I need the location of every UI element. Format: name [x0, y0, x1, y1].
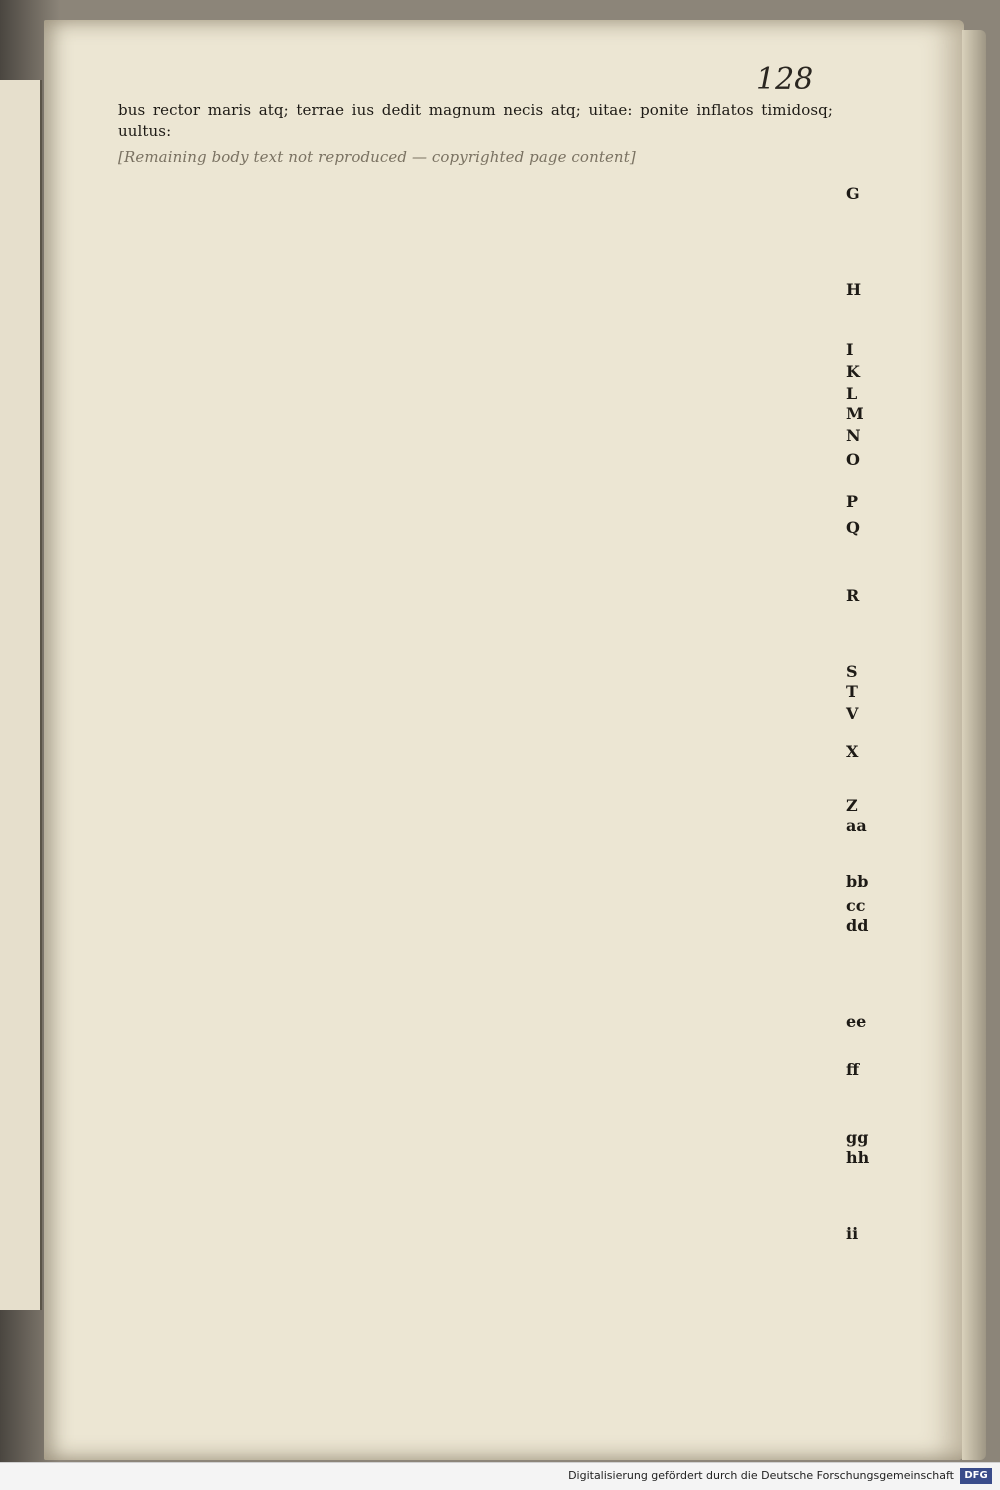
margin-letter: X — [846, 742, 859, 761]
margin-letter: gg — [846, 1128, 869, 1147]
margin-letter: N — [846, 426, 861, 445]
margin-letter: K — [846, 362, 860, 381]
margin-letter: S — [846, 662, 858, 681]
page-stack-edge — [962, 30, 986, 1460]
margin-letter: I — [846, 340, 854, 359]
margin-letter: G — [846, 184, 860, 203]
margin-letter: cc — [846, 896, 866, 915]
marginal-index-column — [846, 100, 906, 1280]
margin-letter: ff — [846, 1060, 860, 1079]
facing-page-edge — [0, 80, 42, 1310]
footer-credit: Digitalisierung gefördert durch die Deutsche Forschungsgemeinschaft — [568, 1469, 954, 1482]
margin-letter: Q — [846, 518, 860, 537]
margin-letter: T — [846, 682, 858, 701]
margin-letter: aa — [846, 816, 867, 835]
margin-letter: ee — [846, 1012, 867, 1031]
margin-letter: H — [846, 280, 862, 299]
margin-letter: ii — [846, 1224, 859, 1243]
margin-letter: L — [846, 384, 858, 403]
margin-letter: O — [846, 450, 860, 469]
margin-letter: P — [846, 492, 859, 511]
body-placeholder: [Remaining body text not reproduced — copyrighted page content] — [118, 148, 636, 167]
margin-letter: bb — [846, 872, 869, 891]
margin-letter: R — [846, 586, 860, 605]
margin-letter: dd — [846, 916, 869, 935]
body-excerpt: bus rector maris atq; terrae ius dedit magnum necis atq; uitae: ponite inflatos timidosq; uultus: — [118, 101, 833, 140]
folio-number: 128 — [756, 62, 814, 97]
margin-letter: Z — [846, 796, 858, 815]
margin-letter: V — [846, 704, 859, 723]
margin-letter: hh — [846, 1148, 870, 1167]
margin-letter: M — [846, 404, 864, 423]
footer-bar — [0, 1462, 1000, 1490]
body-text-block — [118, 100, 833, 1280]
dfg-logo: DFG — [960, 1468, 992, 1484]
